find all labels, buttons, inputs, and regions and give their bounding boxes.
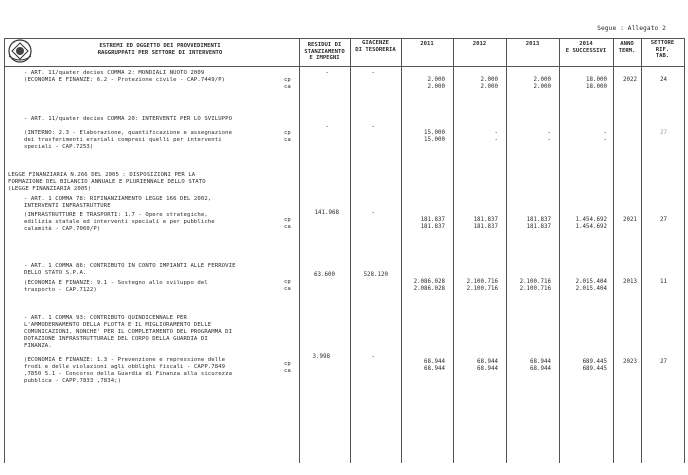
anno-value: 2022 — [623, 77, 637, 83]
value-2011: 15.000 15.000 — [424, 130, 445, 144]
header-settore: SETTORE RIF. TAB. — [650, 40, 675, 60]
cp-ca-label: cp ca — [284, 77, 291, 91]
value-2012: 2.000 2.000 — [480, 77, 498, 91]
settore-value: 24 — [660, 77, 667, 83]
entry-description: - ART. 1 COMMA 86: CONTRIBUTO IN CONTO IMPIANTI ALLE FERROVIE DELLO STATO S.P.A. (ECONOMIA E FINANZE: 9.1 - Sostegno allo sviluppo del trasporto - CAP.7122) — [24, 263, 236, 293]
entry-description: - ART. 11/quater decies COMMA 2: MONDIALI NUOTO 2009 (ECONOMIA E FINANZE: 6.2 - Protezione civile - CAP.7449/P) — [24, 70, 226, 83]
cp-ca-label: cp ca — [284, 130, 291, 144]
settore-value: 27 — [660, 130, 667, 136]
value-2014: 18.000 18.000 — [586, 77, 607, 91]
residui-value: 3.998 — [312, 354, 330, 360]
republic-emblem — [6, 38, 34, 64]
page-label: Segue : Allegato 2 — [597, 25, 666, 32]
header-2011: 2011 — [420, 41, 434, 47]
value-2011: 2.086.028 2.086.028 — [413, 279, 445, 293]
anno-value: 2023 — [623, 359, 637, 365]
entry-description: - ART. 1 COMMA 78: RIFINANZIAMENTO LEGGE 166 DEL 2002, INTERVENTI INFRASTRUTTURE (INFRASTRUTTURE E TRASPORTI: 1.7 - Opere strategiche, edilizia statale ed interventi speciali e per pubbliche calamità - CAP.7060/P) — [24, 196, 215, 232]
anno-value: 2013 — [623, 279, 637, 285]
cp-ca-label: cp ca — [284, 361, 291, 375]
anno-value: 2021 — [623, 217, 637, 223]
value-2012: 2.100.716 2.100.716 — [466, 279, 498, 293]
value-2014: 2.015.404 2.015.404 — [575, 279, 607, 293]
residui-value: - — [325, 70, 329, 76]
value-2012: 181.837 181.837 — [473, 217, 498, 231]
value-2013: - - — [547, 130, 551, 144]
header-2014: 2014 E SUCCESSIVI — [565, 41, 607, 54]
giacenze-value: 528.120 — [363, 272, 388, 278]
settore-value: 27 — [660, 359, 667, 365]
value-2011: 181.837 181.837 — [420, 217, 445, 231]
giacenze-value: - — [371, 354, 375, 360]
value-2011: 68.944 68.944 — [424, 359, 445, 373]
giacenze-value: - — [371, 210, 375, 216]
value-2013: 68.944 68.944 — [530, 359, 551, 373]
value-2014: 1.454.692 1.454.692 — [575, 217, 607, 231]
law-heading: LEGGE FINANZIARIA N.266 DEL 2005 : DISPOSIZIONI PER LA FORMAZIONE DEL BILANCIO ANNUALE E PLURIENNALE DELLO STATO (LEGGE FINANZIARIA 2005) — [8, 172, 206, 192]
value-2013: 2.000 2.000 — [533, 77, 551, 91]
value-2012: 68.944 68.944 — [477, 359, 498, 373]
settore-value: 11 — [660, 279, 667, 285]
residui-value: 141.968 — [314, 210, 339, 216]
header-anno: ANNO TERM. — [618, 41, 636, 54]
cp-ca-label: cp ca — [284, 279, 291, 293]
giacenze-value: - — [371, 124, 375, 130]
header-residui: RESIDUI DI STANZIAMENTO E IMPEGNI — [304, 42, 345, 62]
value-2014: - - — [603, 130, 607, 144]
entry-description: - ART. 11/quater decies COMMA 20: INTERVENTI PER LO SVILUPPO (INTERNO: 2.3 - Elaborazione, quantificazione e assegnazione dei trasferimenti erariali compresi quelli per interventi speciali - CAP.7253) — [24, 116, 233, 150]
entry-description: - ART. 1 COMMA 93: CONTRIBUTO QUINDICENNALE PER L'AMMODERNAMENTO DELLA FLOTTA E IL MIGLIORAMENTO DELLE COMUNICAZIONI, NONCHE' PER IL COMPLETAMENTO DEL PROGRAMMA DI DOTAZIONE INFRASTRUTTURALE DEL CORPO DELLA GUARDIA DI FINANZA. (ECONOMIA E FINANZE: 1.3 - Prevenzione e repressione delle frodi e delle violazioni agli obblighi fiscali - CAPP.7849 ,7850 5.1 - Concorso della Guardia di Finanza alla sicurezza pubblica - CAPP.7833 ,7834;) — [24, 315, 233, 384]
residui-value: - — [325, 124, 329, 130]
value-2011: 2.000 2.000 — [427, 77, 445, 91]
header-2012: 2012 — [472, 41, 487, 47]
value-2014: 689.445 689.445 — [582, 359, 607, 373]
value-2013: 2.100.716 2.100.716 — [519, 279, 551, 293]
header-description: ESTREMI ED OGGETTO DEI PROVVEDIMENTI RAGGRUPPATI PER SETTORE DI INTERVENTO — [97, 43, 223, 56]
settore-value: 27 — [660, 217, 667, 223]
residui-value: 63.600 — [314, 272, 335, 278]
header-2013: 2013 — [525, 41, 540, 47]
value-2013: 181.837 181.837 — [526, 217, 551, 231]
header-giacenze: GIACENZE DI TESORERIA — [355, 40, 396, 53]
cp-ca-label: cp ca — [284, 217, 291, 231]
value-2012: - - — [494, 130, 498, 144]
giacenze-value: - — [371, 70, 375, 76]
